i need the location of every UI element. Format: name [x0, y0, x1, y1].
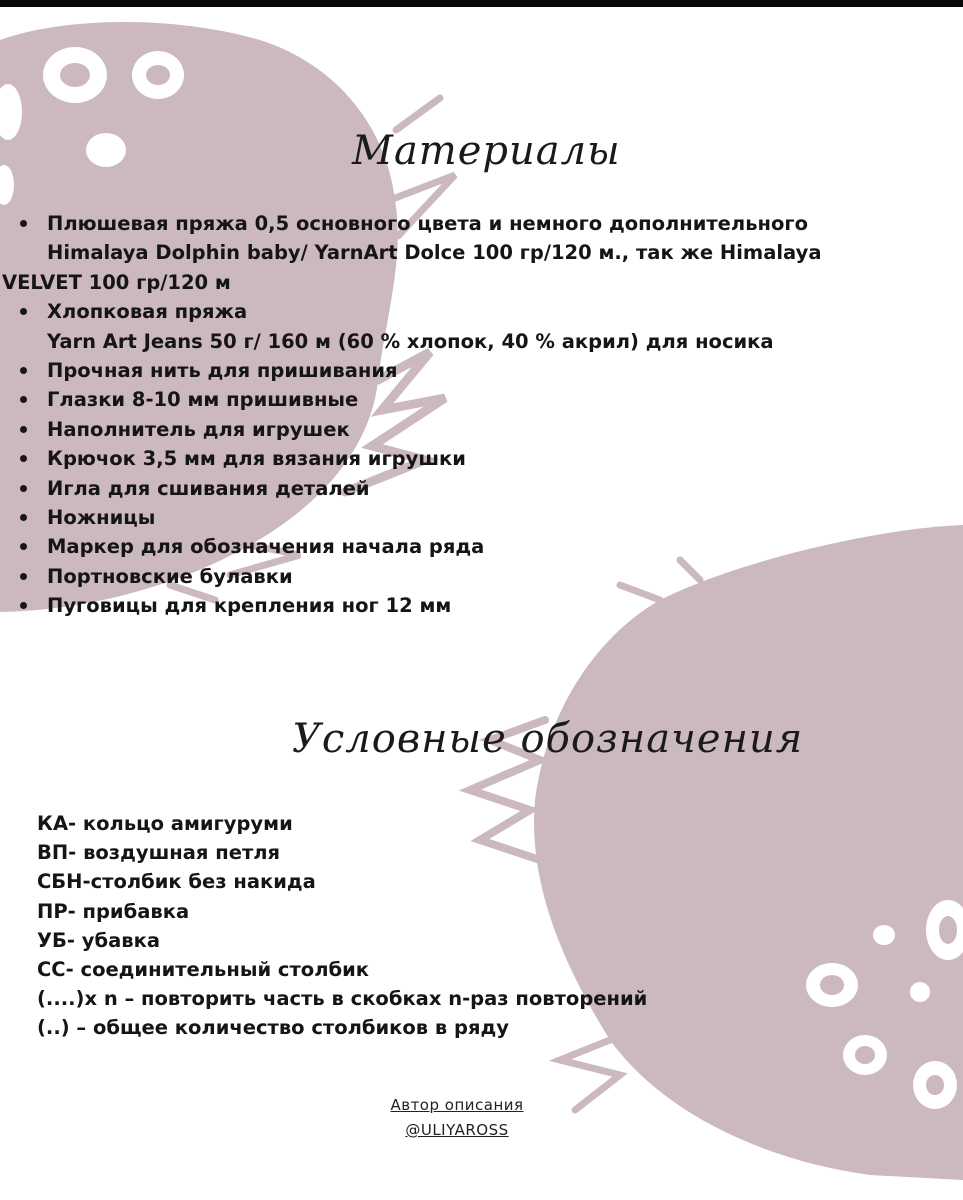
list-item	[0, 209, 960, 238]
list-item	[0, 385, 960, 414]
legend-item: СС- соединительный столбик	[37, 958, 369, 982]
list-item	[0, 591, 960, 620]
list-item-continuation	[0, 268, 960, 297]
legend-list	[37, 809, 647, 1043]
list-item-text: Пуговицы для крепления ног 12 мм	[47, 594, 452, 618]
author-label-link[interactable]: Автор описания	[390, 1096, 524, 1114]
list-item-text: Ножницы	[47, 506, 156, 530]
legend-item: УБ- убавка	[37, 928, 160, 952]
list-item-continuation	[0, 238, 960, 267]
author-credit	[330, 1093, 584, 1143]
materials-heading: Материалы	[352, 128, 621, 174]
list-item-text: Игла для сшивания деталей	[47, 476, 370, 500]
list-item-text: Глазки 8-10 мм пришивные	[47, 388, 359, 412]
list-item	[0, 532, 960, 561]
list-item-continuation	[0, 327, 960, 356]
legend-item: ПР- прибавка	[37, 899, 190, 923]
legend-item: ВП- воздушная петля	[37, 841, 281, 865]
list-item-text: Хлопковая пряжа	[47, 300, 248, 324]
list-item-text: VELVET 100 гр/120 м	[2, 270, 231, 294]
list-item-text: Наполнитель для игрушек	[47, 417, 350, 441]
legend-heading: Условные обозначения	[292, 716, 804, 762]
list-item	[0, 444, 960, 473]
list-item	[0, 356, 960, 385]
list-item	[0, 297, 960, 326]
list-item	[0, 503, 960, 532]
author-handle-link[interactable]: @ULIYAROSS	[405, 1121, 509, 1139]
list-item-text: Yarn Art Jeans 50 г/ 160 м (60 % хлопок, 40 % акрил) для носика	[47, 329, 774, 353]
list-item	[0, 562, 960, 591]
list-item-text: Прочная нить для пришивания	[47, 359, 398, 383]
legend-item: СБН-столбик без накида	[37, 870, 316, 894]
list-item-text: Портновские булавки	[47, 564, 293, 588]
legend-item: (....)х n – повторить часть в скобках n-раз повторений	[37, 987, 648, 1011]
list-item	[0, 415, 960, 444]
materials-list	[0, 209, 960, 621]
list-item	[0, 474, 960, 503]
list-item-text: Плюшевая пряжа 0,5 основного цвета и немного дополнительного	[47, 212, 808, 235]
list-item-text: Крючок 3,5 мм для вязания игрушки	[47, 447, 466, 471]
legend-item: (..) – общее количество столбиков в ряду	[37, 1016, 509, 1040]
list-item-text: Маркер для обозначения начала ряда	[47, 535, 485, 559]
legend-item: КА- кольцо амигуруми	[37, 812, 293, 835]
list-item-text: Himalaya Dolphin baby/ YarnArt Dolce 100 гр/120 м., так же Himalaya	[47, 241, 822, 265]
